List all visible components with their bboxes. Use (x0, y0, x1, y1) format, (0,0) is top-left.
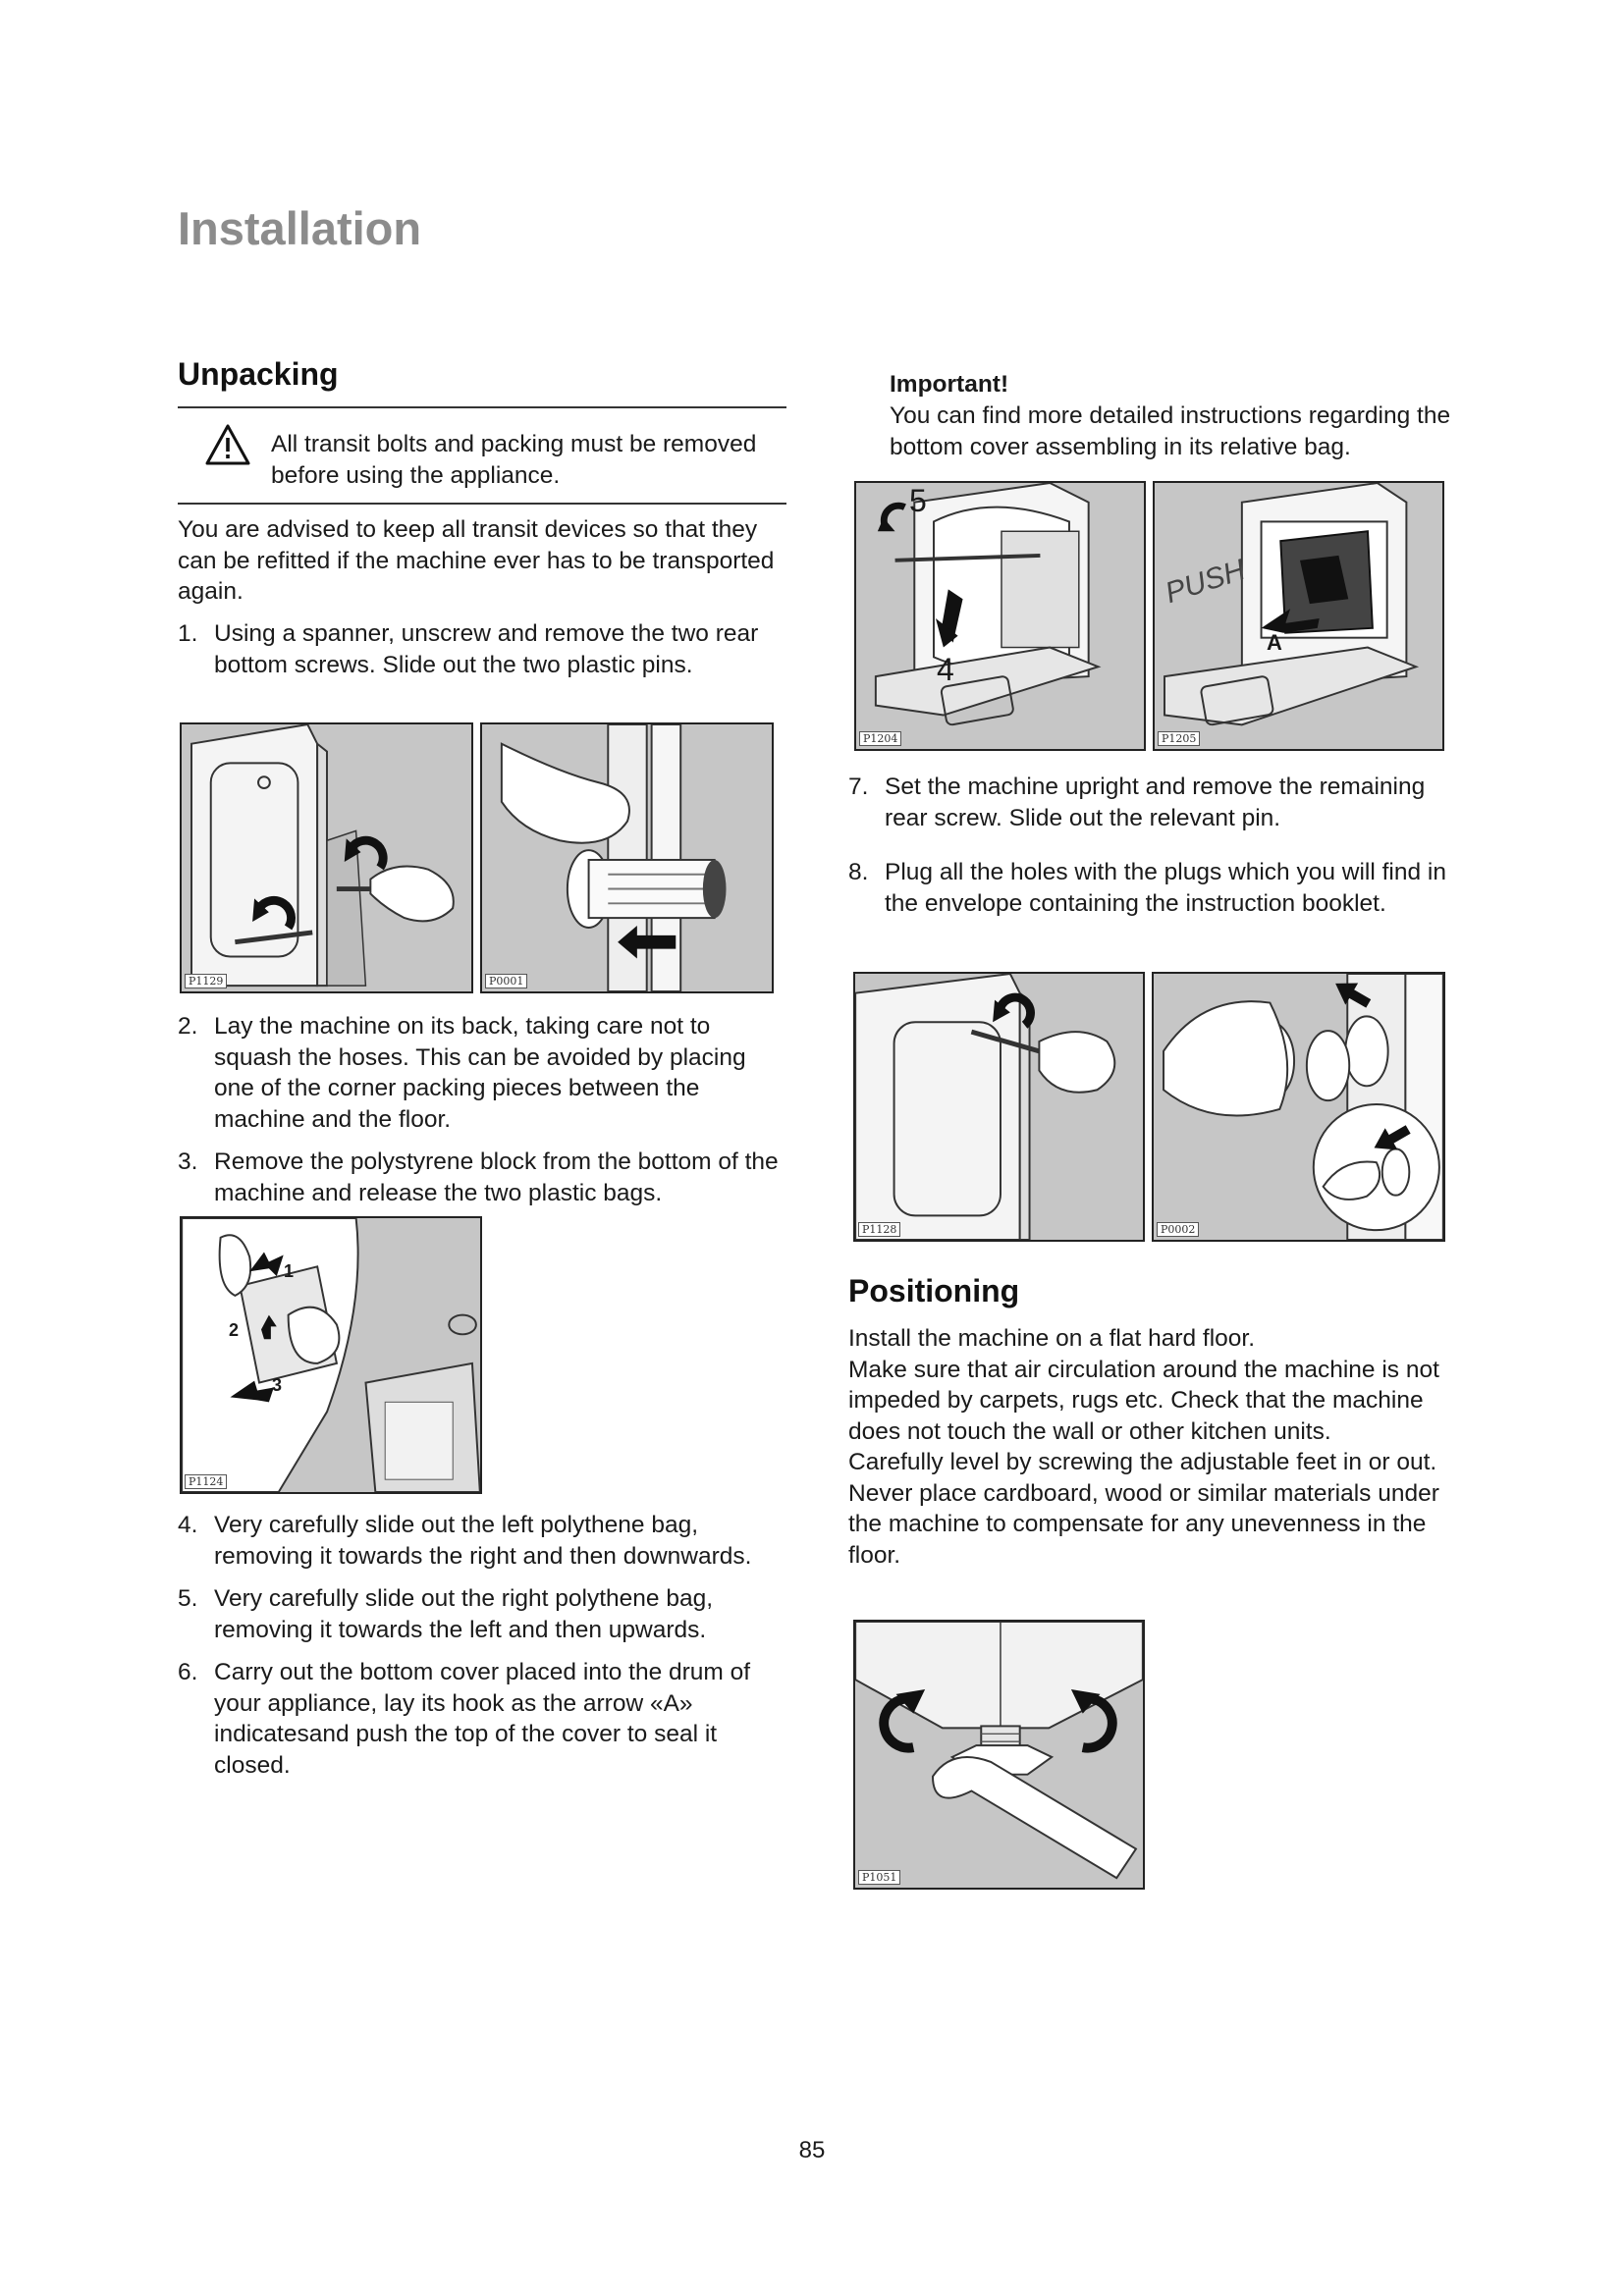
push-label: PUSH (1161, 553, 1250, 611)
positioning-paragraph: Carefully level by screwing the adjustable feet in or out. Never place cardboard, wood or similar materials under the machine to compensate for any unevenness in the floor. (848, 1449, 1439, 1569)
list-item: 7. Set the machine upright and remove the remaining rear screw. Slide out the relevant pin. (848, 774, 1426, 831)
warning-text: All transit bolts and packing must be removed before using the appliance. (271, 431, 757, 489)
rear-screws-illustration (182, 724, 471, 991)
list-item: 2. Lay the machine on its back, taking care not to squash the hoses. This can be avoided by placing one of the corner packing pieces between the machine and the floor. (178, 1013, 746, 1133)
figure-label-1: 1 (284, 1261, 295, 1281)
positioning-paragraph: Make sure that air circulation around the machine is not impeded by carpets, rugs etc. Check that the machine does not touch the wall or other kitchen units. (848, 1356, 1439, 1445)
list-item: 3. Remove the polystyrene block from the bottom of the machine and release the two plastic bags. (178, 1148, 779, 1206)
warning-triangle-icon (205, 424, 250, 465)
page-number: 85 (798, 2137, 826, 2163)
important-title: Important! (890, 371, 1009, 398)
adjustable-feet-illustration (855, 1622, 1143, 1888)
figure-code: P0002 (1157, 1222, 1199, 1237)
plug-holes-illustration (1154, 974, 1443, 1240)
list-item: 1. Using a spanner, unscrew and remove the two rear bottom screws. Slide out the two plastic pins. (178, 620, 759, 678)
figure-code: P1124 (185, 1474, 227, 1489)
positioning-text (848, 1323, 1457, 1571)
figure-code: P0001 (485, 974, 527, 988)
figure-code: P1205 (1158, 731, 1200, 746)
figure-code: P1129 (185, 974, 227, 988)
list-item: 5. Very carefully slide out the right polythene bag, removing it towards the left and then upwards. (178, 1585, 714, 1643)
bottom-cover-hook-illustration (856, 483, 1144, 749)
figure-code: P1128 (858, 1222, 900, 1237)
figure-adjustable-feet (853, 1620, 1145, 1890)
unpacking-heading: Unpacking (178, 356, 339, 392)
list-item: 4. Very carefully slide out the left polythene bag, removing it towards the right and then downwards. (178, 1512, 752, 1570)
plastic-pins-illustration (482, 724, 772, 991)
figure-label-a: A (1267, 630, 1282, 655)
remove-rear-screw-illustration (855, 974, 1143, 1240)
figure-code: P1051 (858, 1870, 900, 1885)
bottom-cover-push-illustration (1155, 483, 1442, 749)
figure-plastic-pins (480, 722, 774, 993)
warning-box (178, 406, 786, 505)
list-item: 8. Plug all the holes with the plugs which you will find in the envelope containing the instruction booklet. (848, 859, 1446, 917)
figure-label-5: 5 (909, 483, 927, 518)
figure-rear-screws (180, 722, 473, 993)
polystyrene-block-illustration (182, 1218, 480, 1492)
figure-bottom-cover-push (1153, 481, 1444, 751)
important-text: You can find more detailed instructions regarding the bottom cover assembling in its relative bag. (890, 402, 1451, 460)
page-title: Installation (178, 202, 422, 254)
positioning-heading: Positioning (848, 1273, 1020, 1308)
figure-bottom-cover-hook (854, 481, 1146, 751)
figure-label-4: 4 (937, 652, 954, 687)
figure-label-2: 2 (229, 1320, 240, 1340)
steps-list-2 (178, 1011, 786, 1220)
unpacking-intro: You are advised to keep all transit devices so that they can be refitted if the machine ever has to be transported again. (178, 516, 775, 605)
figure-remove-rear-screw (853, 972, 1145, 1242)
positioning-paragraph: Install the machine on a flat hard floor. (848, 1325, 1256, 1352)
list-item: 6. Carry out the bottom cover placed into the drum of your appliance, lay its hook as the arrow «A» indicatesand push the top of the cover to seal it closed. (178, 1659, 751, 1779)
figure-label-3: 3 (272, 1375, 283, 1395)
steps-list-3 (178, 1510, 786, 1792)
figure-polystyrene-block (180, 1216, 482, 1494)
figure-plug-holes (1152, 972, 1445, 1242)
steps-list-4 (848, 772, 1457, 931)
figure-code: P1204 (859, 731, 901, 746)
steps-list-1 (178, 618, 786, 692)
